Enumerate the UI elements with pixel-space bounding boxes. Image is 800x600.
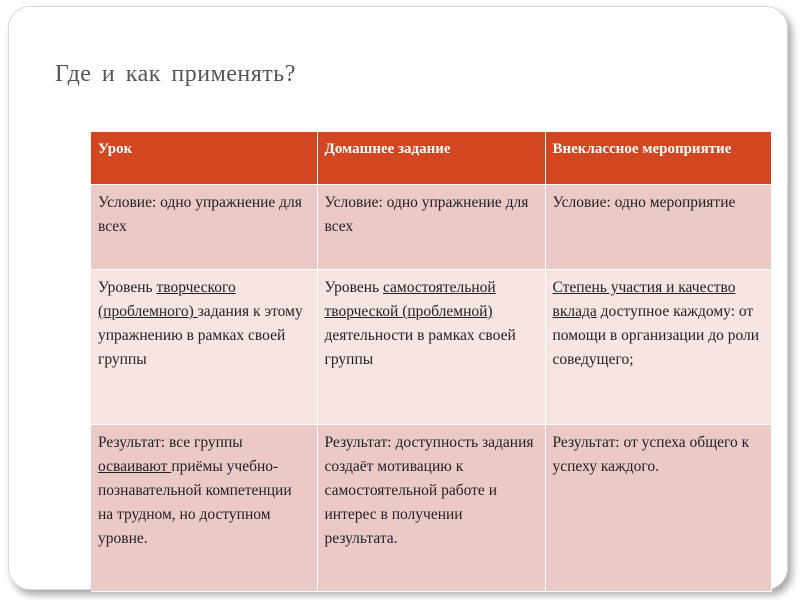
table-row — [91, 270, 771, 425]
slide-title: Где и как применять? — [55, 61, 296, 87]
slide — [8, 6, 788, 590]
cell-text: Результат: от успеха общего к успеху каждого. — [552, 434, 750, 475]
table-cell — [545, 270, 771, 425]
table-row — [91, 425, 771, 592]
underlined-text: самостоятельной творческой (проблемной) — [324, 279, 496, 320]
table-header-row — [91, 132, 771, 185]
table-row — [91, 185, 771, 270]
comparison-table — [91, 132, 772, 592]
table-body — [91, 185, 771, 592]
cell-text: Уровень — [324, 279, 383, 296]
underlined-text: творческого (проблемного) — [98, 279, 236, 320]
table-cell — [317, 425, 545, 592]
cell-text: Результат: все группы — [98, 434, 243, 451]
cell-text: Условие: одно упражнение для всех — [324, 194, 529, 235]
cell-text: задания к этому упражнению в рамках своей группы — [98, 303, 303, 368]
table-cell — [91, 425, 317, 592]
cell-text: Условие: одно мероприятие — [552, 194, 736, 211]
underlined-text: осваивают — [98, 458, 172, 475]
table-cell — [317, 185, 545, 270]
table-cell — [545, 425, 771, 592]
cell-text: приёмы учебно-познавательной компетенции на трудном, но доступном уровне. — [98, 458, 292, 547]
table-cell — [317, 270, 545, 425]
cell-text: доступное каждому: от помощи в организации до роли соведущего; — [552, 303, 760, 368]
table-cell — [91, 270, 317, 425]
underlined-text: Степень участия и качество вклада — [552, 279, 736, 320]
cell-text: Условие: одно упражнение для всех — [98, 194, 302, 235]
cell-text: Уровень — [98, 279, 157, 296]
cell-text: деятельности в рамках своей группы — [324, 327, 516, 368]
header-lesson: Урок — [91, 132, 317, 185]
table-cell — [91, 185, 317, 270]
table-cell — [545, 185, 771, 270]
header-homework: Домашнее задание — [317, 132, 545, 185]
header-extracurricular: Внеклассное мероприятие — [545, 132, 771, 185]
cell-text: Результат: доступность задания создаёт мотивацию к самостоятельной работе и интерес в получении результата. — [324, 434, 534, 547]
